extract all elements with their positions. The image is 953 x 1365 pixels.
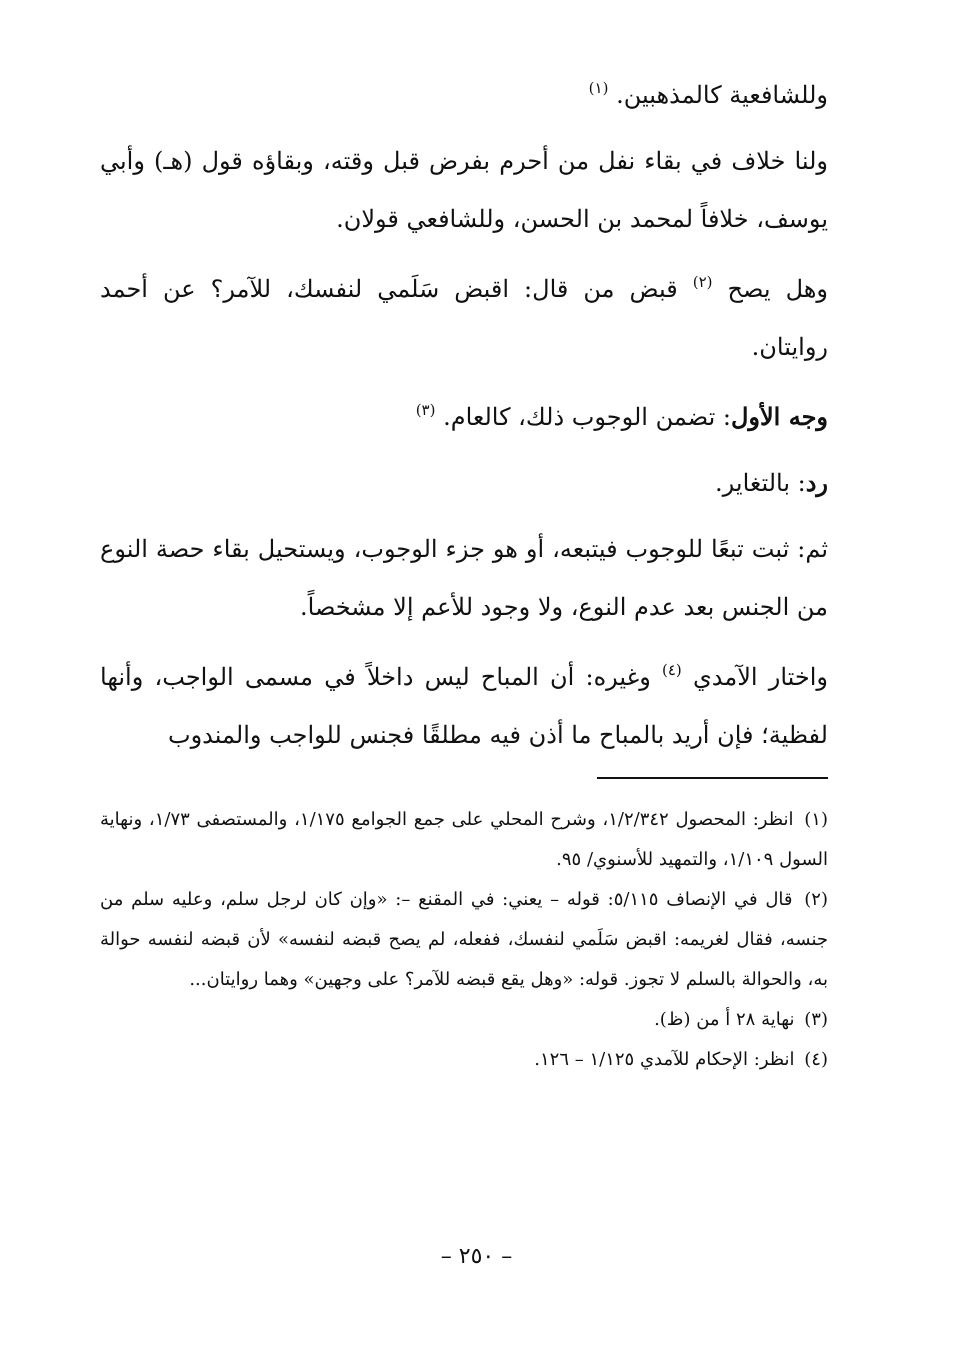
footnote-ref-3: (٣) (415, 401, 436, 419)
main-text (100, 66, 828, 776)
footnote-separator (597, 777, 828, 779)
paragraph-1 (100, 66, 828, 124)
paragraph-6-text: ثم: ثبت تبعًا للوجوب فيتبعه، أو هو جزء الوجوب، ويستحيل بقاء حصة النوع من الجنس بعد عدم النوع، ولا وجود للأعم إلا مشخصاً. (100, 535, 828, 621)
paragraph-5 (100, 454, 828, 512)
footnote-ref-4: (٤) (662, 661, 682, 679)
paragraph-1-text: وللشافعية كالمذهبين. (616, 81, 828, 109)
footnotes (100, 800, 828, 1080)
paragraph-3-text-a: وهل يصح (727, 275, 828, 303)
paragraph-2 (100, 132, 828, 248)
paragraph-7-text-a: واختار الآمدي (692, 663, 829, 691)
paragraph-4 (100, 388, 828, 446)
paragraph-6 (100, 520, 828, 636)
footnote-1 (100, 800, 828, 880)
paragraph-3-text-b: قبض من قال: اقبض سَلَمي لنفسك، للآمر؟ عن أحمد روايتان. (100, 275, 828, 361)
paragraph-7-text-b: وغيره: أن المباح ليس داخلاً في مسمى الواجب، وأنها لفظية؛ فإن أريد بالمباح ما أذن فيه مطلقًا فجنس للواجب والمندوب (100, 663, 828, 749)
footnote-3-number: (٣) (804, 1009, 828, 1030)
footnote-ref-2: (٢) (692, 273, 713, 291)
paragraph-5-text: : بالتغاير. (715, 469, 806, 497)
paragraph-4-text: : تضمن الوجوب ذلك، كالعام. (443, 403, 731, 431)
paragraph-7 (100, 648, 828, 764)
paragraph-4-heading: وجه الأول (730, 402, 828, 431)
footnote-4-number: (٤) (804, 1049, 828, 1070)
footnote-4-text: انظر: الإحكام للآمدي ١/١٢٥ – ١٢٦. (534, 1049, 795, 1070)
footnote-2-text: قال في الإنصاف ٥/١١٥: قوله – يعني: في المقنع –: «وإن كان لرجل سلم، وعليه سلم من جنسه، فقال لغريمه: اقبض سَلَمي لنفسك، ففعله، لم يصح قبضه لنفسه» لأن قبضه لنفسه حوالة به، والحوالة بالسلم لا تجوز. قوله: «وهل يقع قبضه للآمر؟ على وجهين» وهما روايتان... (100, 889, 828, 990)
paragraph-5-heading: رد (805, 468, 828, 497)
footnote-4 (100, 1040, 828, 1080)
footnote-3-text: نهاية ٢٨ أ من (ظ). (654, 1009, 795, 1030)
footnote-3 (100, 1000, 828, 1040)
footnote-1-number: (١) (804, 809, 828, 830)
paragraph-2-text: ولنا خلاف في بقاء نفل من أحرم بفرض قبل وقته، وبقاؤه قول (هـ) وأبي يوسف، خلافاً لمحمد بن الحسن، وللشافعي قولان. (100, 147, 828, 233)
page-number: – ٢٥٠ – (440, 1244, 513, 1269)
footnote-2-number: (٢) (804, 889, 828, 910)
footnote-ref-1: (١) (588, 79, 609, 97)
footnote-1-text: انظر: المحصول ١/٢/٣٤٢، وشرح المحلي على جمع الجوامع ١/١٧٥، والمستصفى ١/٧٣، ونهاية السول ١/١٠٩، والتمهيد للأسنوي/ ٩٥. (100, 809, 828, 870)
footnote-2 (100, 880, 828, 1000)
paragraph-3 (100, 260, 828, 376)
